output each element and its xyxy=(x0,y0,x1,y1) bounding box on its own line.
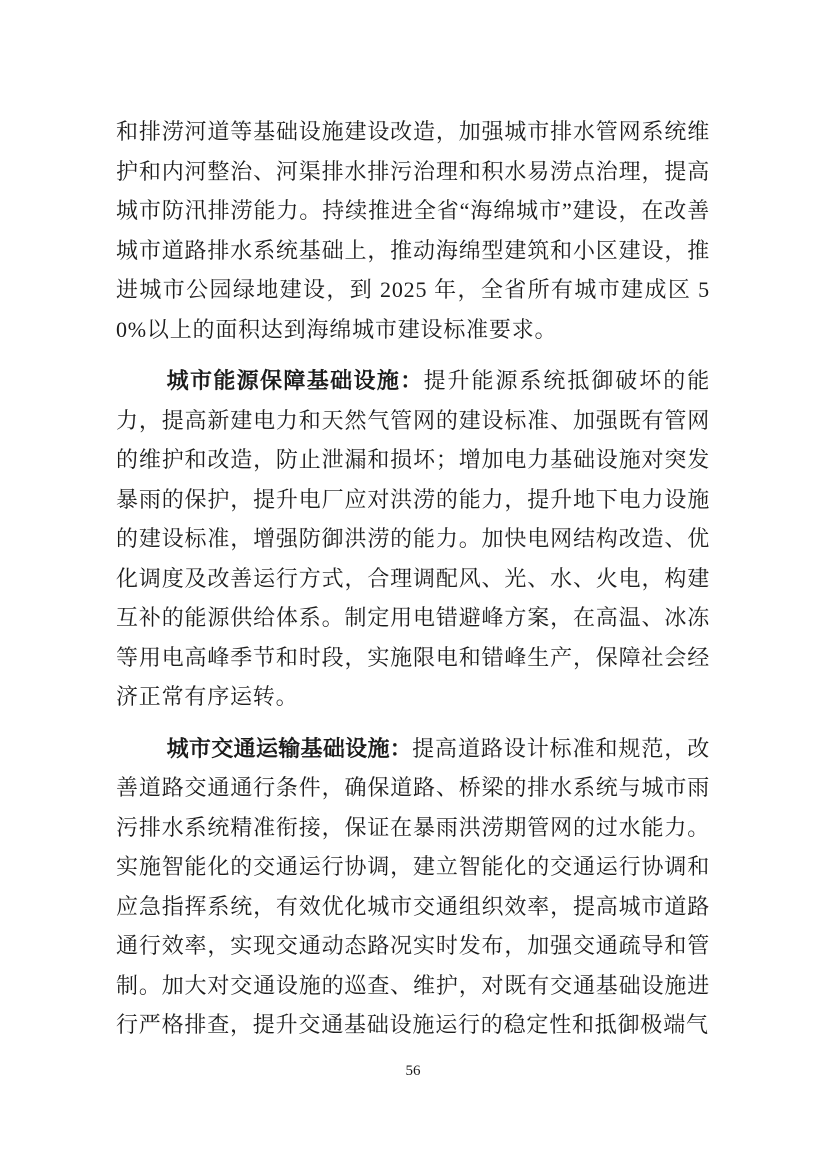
paragraph-lead: 城市能源保障基础设施： xyxy=(166,368,424,393)
page-footer xyxy=(0,1063,826,1080)
paragraph-text: 提高道路设计标准和规范，改善道路交通通行条件，确保道路、桥梁的排水系统与城市雨污排水系统精准衔接，保证在暴雨洪涝期管网的过水能力。实施智能化的交通运行协调，建立智能化的交通运行协调和应急指挥系统，有效优化城市交通组织效率，提高城市道路通行效率，实现交通动态路况实时发布，加强交通疏导和管制。加大对交通设施的巡查、维护，对既有交通基础设施进行严格排查，提升交通基础设施运行的稳定性和抵御极端气 xyxy=(116,735,711,1037)
paragraph xyxy=(116,112,710,349)
paragraph-lead: 城市交通运输基础设施： xyxy=(166,735,413,761)
paragraph xyxy=(116,729,710,1045)
paragraph-text: 提升能源系统抵御破坏的能力，提高新建电力和天然气管网的建设标准、加强既有管网的维护和改造，防止泄漏和损坏；增加电力基础设施对突发暴雨的保护，提升电厂应对洪涝的能力，提升地下电力设施的建设标准，增强防御洪涝的能力。加快电网结构改造、优化调度及改善运行方式，合理调配风、光、水、火电，构建互补的能源供给体系。制定用电错避峰方案，在高温、冰冻等用电高峰季节和时段，实施限电和错峰生产，保障社会经济正常有序运转。 xyxy=(116,368,710,709)
document-body xyxy=(116,112,710,1045)
paragraph-text: 和排涝河道等基础设施建设改造，加强城市排水管网系统维护和内河整治、河渠排水排污治理和积水易涝点治理，提高城市防汛排涝能力。持续推进全省“海绵城市”建设，在改善城市道路排水系统基础上，推动海绵型建筑和小区建设，推进城市公园绿地建设，到 2025 年，全省所有城市建成区 50%以上的面积达到海绵城市建设标准要求。 xyxy=(116,119,710,342)
paragraph xyxy=(116,361,710,717)
page-number: 56 xyxy=(405,1063,421,1079)
